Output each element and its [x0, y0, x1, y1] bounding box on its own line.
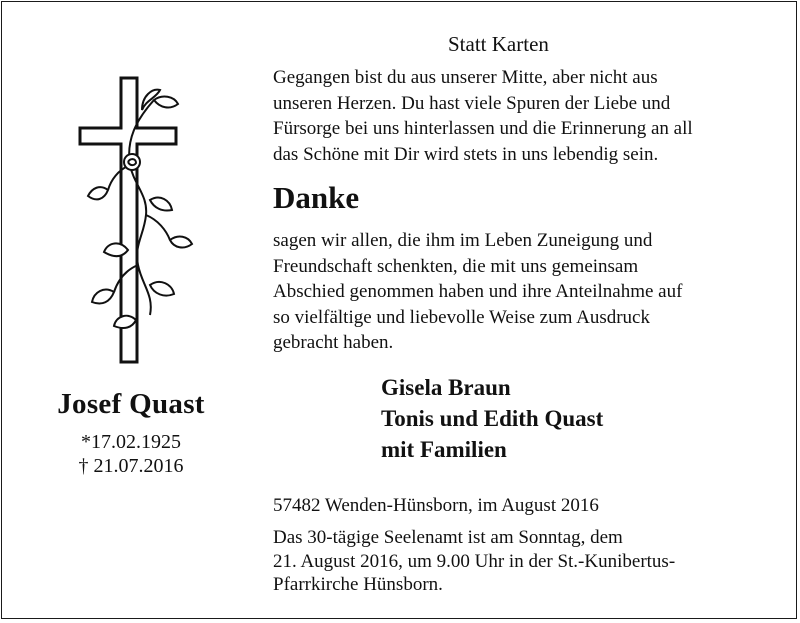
intro-line: Gegangen bist du aus unserer Mitte, aber nicht aus: [273, 67, 658, 88]
thanks-line: Abschied genommen haben und ihre Anteilnahme auf: [273, 281, 683, 303]
mourner-name: Gisela Braun: [381, 375, 511, 400]
mourner-name: mit Familien: [381, 437, 507, 462]
thanks-line: Freundschaft schenkten, die mit uns gemeinsam: [273, 255, 639, 277]
place-date: 57482 Wenden-Hünsborn, im August 2016: [273, 495, 599, 516]
thanks-line: sagen wir allen, die ihm im Leben Zuneigung und: [273, 230, 653, 251]
thanks-title: Danke: [273, 180, 360, 215]
death-date: † 21.07.2016: [78, 455, 184, 477]
intro-line: das Schöne mit Dir wird stets in uns lebendig sein.: [273, 143, 659, 165]
mourner-name: Tonis und Edith Quast: [381, 406, 604, 431]
mass-line: Das 30-tägige Seelenamt ist am Sonntag, dem: [273, 527, 623, 548]
birth-date: *17.02.1925: [81, 431, 181, 453]
intro-paragraph: [273, 65, 693, 167]
intro-line: unseren Herzen. Du hast viele Spuren der Liebe und: [273, 92, 671, 114]
mourners-list: [381, 372, 603, 465]
life-dates: [0, 430, 262, 478]
mass-line: 21. August 2016, um 9.00 Uhr in der St.-Kunibertus-: [273, 550, 676, 572]
thanks-line: so vielfältige und liebevolle Weise zum Ausdruck: [273, 306, 650, 328]
thanks-paragraph: [273, 228, 682, 356]
thanks-line: gebracht haben.: [273, 332, 394, 354]
deceased-name: Josef Quast: [57, 388, 205, 420]
mass-paragraph: [273, 526, 675, 597]
intro-line: Fürsorge bei uns hinterlassen und die Erinnerung an all: [273, 118, 693, 140]
cross-with-rose-icon: [66, 70, 196, 370]
notice-heading: Statt Karten: [448, 32, 549, 56]
mass-line: Pfarrkirche Hünsborn.: [273, 574, 443, 595]
